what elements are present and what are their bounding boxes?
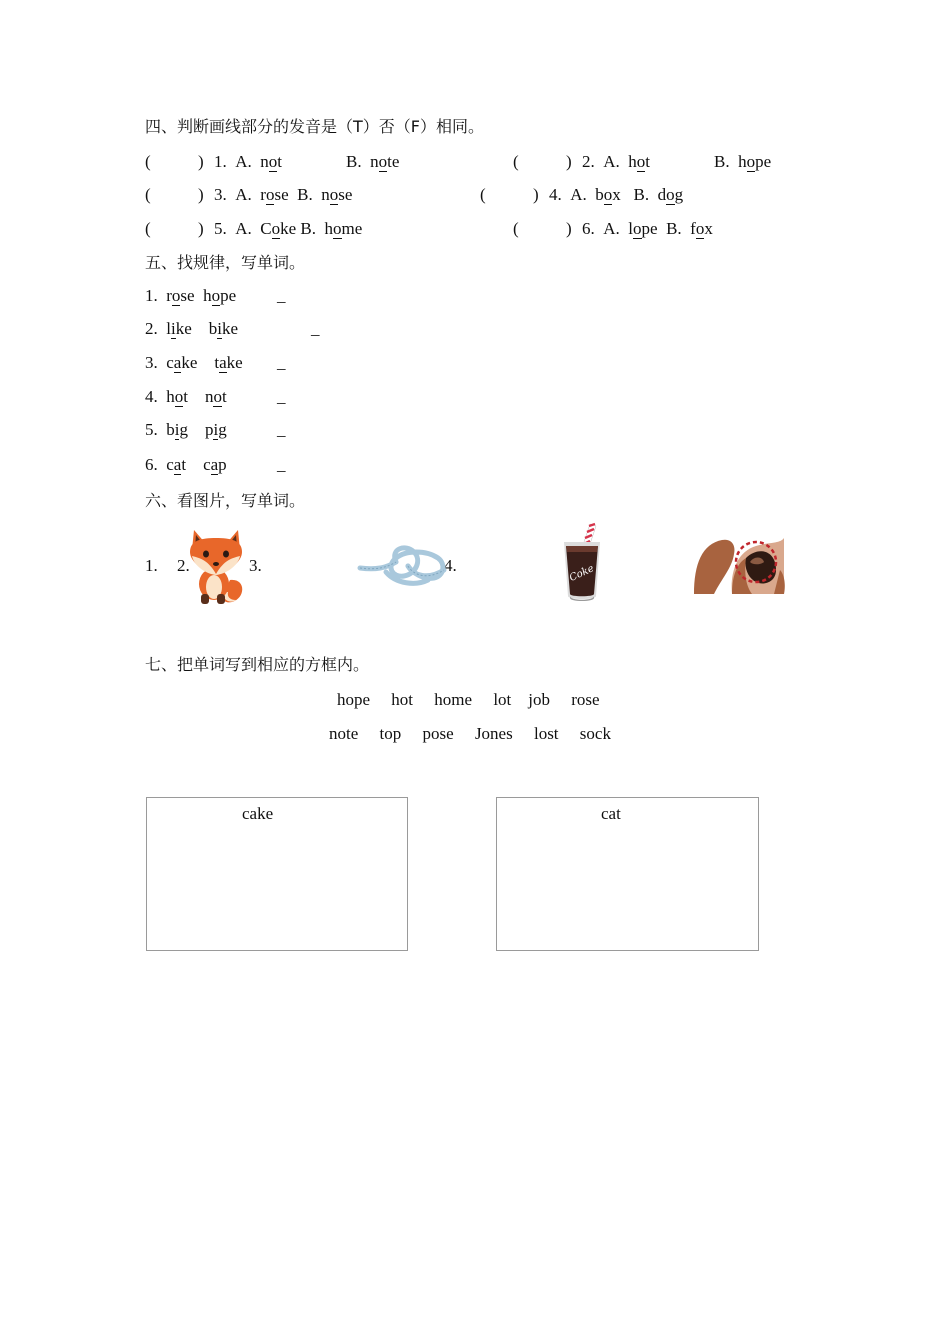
option-b: B. hope — [714, 152, 772, 171]
answer-paren-close: ) — [198, 152, 204, 171]
answer-box-cake[interactable] — [146, 797, 408, 951]
answer-paren-open: ( — [480, 185, 486, 204]
word-bank-item: hot — [391, 690, 414, 709]
word-bank-item: Jones — [474, 724, 513, 743]
answer-paren-close: ) — [198, 219, 204, 238]
section4-heading: 四、判断画线部分的发音是（T）否（F）相同。 — [145, 117, 484, 136]
answer-box-label: cat — [601, 804, 621, 823]
answer-paren-close: ) — [533, 185, 539, 204]
answer-paren-open: ( — [513, 219, 519, 238]
answer-paren-open: ( — [145, 185, 151, 204]
section6-heading: 六、看图片，写单词。 — [145, 491, 306, 510]
word-bank-item: top — [379, 724, 402, 743]
question-item: 5. A. Coke B. home — [214, 219, 363, 238]
word-bank-item: lot — [493, 690, 512, 709]
answer-box-cat[interactable] — [496, 797, 759, 951]
word-bank-item: hope — [337, 690, 371, 709]
pattern-row: 3. cake take — [145, 353, 243, 372]
answer-paren-open: ( — [145, 152, 151, 171]
question-item: 6. A. lope B. fox — [582, 219, 713, 238]
pattern-row: 4. hot not — [145, 387, 227, 406]
question-item: 3. A. rose B. nose — [214, 185, 353, 204]
coke-label: Coke — [567, 563, 596, 584]
section5-heading: 五、找规律，写单词。 — [145, 253, 306, 272]
word-bank-item: note — [329, 724, 359, 743]
picture-number-1: 1. — [145, 556, 158, 575]
word-bank-item: job — [528, 690, 550, 709]
word-bank-item: home — [434, 690, 473, 709]
answer-paren-close: ) — [566, 219, 572, 238]
pattern-row: 2. like bike — [145, 319, 239, 338]
picture-number-3: 3. — [249, 556, 262, 575]
answer-paren-open: ( — [145, 219, 151, 238]
section7-heading: 七、把单词写到相应的方框内。 — [145, 655, 370, 674]
answer-blank[interactable]: _ — [277, 353, 286, 372]
word-bank-item: pose — [422, 724, 454, 743]
answer-paren-close: ) — [198, 185, 204, 204]
question-item: 4. A. box B. dog — [549, 185, 684, 204]
dog-nose-icon — [692, 534, 786, 596]
option-b: B. note — [346, 152, 400, 171]
answer-paren-open: ( — [513, 152, 519, 171]
picture-number-4: 4. — [444, 556, 457, 575]
question-item: 2. A. hot — [582, 152, 651, 171]
pattern-row: 5. big pig — [145, 420, 227, 439]
picture-number-2: 2. — [177, 556, 190, 575]
word-bank-row-2 — [329, 723, 611, 745]
word-bank-item: rose — [571, 690, 600, 709]
word-bank-item: lost — [533, 724, 559, 743]
rope-knot-icon — [356, 540, 448, 592]
coke-glass-icon — [560, 522, 604, 602]
answer-blank[interactable]: _ — [277, 387, 286, 406]
pattern-row: 6. cat cap — [145, 455, 227, 474]
answer-blank[interactable]: _ — [277, 286, 286, 305]
question-item: 1. A. not — [214, 152, 283, 171]
fox-icon — [184, 522, 248, 606]
answer-paren-close: ) — [566, 152, 572, 171]
word-bank-row-1 — [337, 689, 600, 711]
answer-box-label: cake — [242, 804, 274, 823]
answer-blank[interactable]: _ — [311, 319, 320, 338]
answer-blank[interactable]: _ — [277, 455, 286, 474]
pattern-row: 1. rose hope — [145, 286, 237, 305]
word-bank-item: sock — [579, 724, 611, 743]
answer-blank[interactable]: _ — [277, 420, 286, 439]
